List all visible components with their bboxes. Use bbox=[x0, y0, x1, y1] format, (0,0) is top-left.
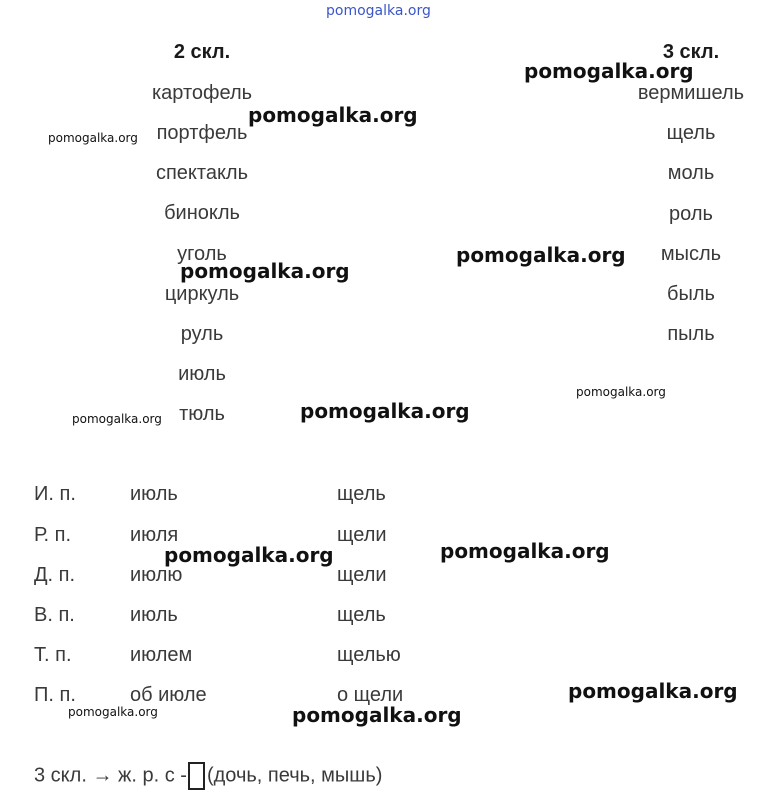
watermark: pomogalka.org bbox=[72, 412, 162, 426]
table-word-iyul: июля bbox=[130, 524, 179, 546]
watermark: pomogalka.org bbox=[68, 705, 158, 719]
rule-text: 3 скл. → ж. р. с - bbox=[34, 764, 187, 787]
watermark: pomogalka.org bbox=[568, 679, 738, 703]
col2-word: портфель bbox=[156, 122, 248, 144]
col3-word: быль bbox=[667, 283, 715, 305]
watermark: pomogalka.org bbox=[300, 399, 470, 423]
col3-word: моль bbox=[667, 162, 715, 184]
table-word-iyul: июлю bbox=[130, 564, 183, 586]
table-word-shchel: о щели bbox=[337, 684, 404, 706]
top-watermark: pomogalka.org bbox=[326, 3, 431, 19]
watermark: pomogalka.org bbox=[164, 543, 334, 567]
col2-word: спектакль bbox=[155, 162, 249, 184]
watermark: pomogalka.org bbox=[292, 703, 462, 727]
watermark: pomogalka.org bbox=[576, 385, 666, 399]
table-word-iyul: июль bbox=[130, 604, 178, 626]
col2-word: июль bbox=[178, 363, 226, 385]
rule-line bbox=[34, 762, 382, 790]
header-3-skl: 3 скл. bbox=[662, 41, 720, 63]
table-word-shchel: щелью bbox=[337, 644, 401, 666]
table-word-iyul: июль bbox=[130, 483, 178, 505]
case-label: Д. п. bbox=[34, 564, 76, 586]
header-2-skl: 2 скл. bbox=[173, 41, 231, 63]
watermark: pomogalka.org bbox=[48, 131, 138, 145]
watermark: pomogalka.org bbox=[180, 259, 350, 283]
table-word-shchel: щели bbox=[337, 564, 387, 586]
rule-examples: (дочь, печь, мышь) bbox=[206, 764, 383, 787]
col2-word: бинокль bbox=[164, 202, 240, 224]
col3-word: пыль bbox=[667, 323, 715, 345]
col2-word: циркуль bbox=[164, 283, 240, 305]
table-word-shchel: щель bbox=[337, 604, 386, 626]
watermark: pomogalka.org bbox=[524, 59, 694, 83]
watermark: pomogalka.org bbox=[440, 539, 610, 563]
table-word-iyul: июлем bbox=[130, 644, 193, 666]
case-label: В. п. bbox=[34, 604, 75, 626]
col3-word: мысль bbox=[660, 243, 722, 265]
col2-word: тюль bbox=[179, 403, 225, 425]
case-label: И. п. bbox=[34, 483, 76, 505]
table-word-shchel: щель bbox=[337, 483, 386, 505]
ending-box bbox=[188, 762, 205, 790]
case-label: Т. п. bbox=[34, 644, 72, 666]
col2-word: руль bbox=[180, 323, 224, 345]
watermark: pomogalka.org bbox=[248, 103, 418, 127]
col3-word: роль bbox=[669, 203, 713, 225]
watermark: pomogalka.org bbox=[456, 243, 626, 267]
case-label: Р. п. bbox=[34, 524, 72, 546]
table-word-shchel: щели bbox=[337, 524, 387, 546]
col3-word: вермишель bbox=[637, 82, 745, 104]
col2-word: картофель bbox=[151, 82, 253, 104]
case-label: П. п. bbox=[34, 684, 76, 706]
col2-word: уголь bbox=[177, 243, 227, 265]
col3-word: щель bbox=[666, 122, 716, 144]
table-word-iyul: об июле bbox=[130, 684, 207, 706]
